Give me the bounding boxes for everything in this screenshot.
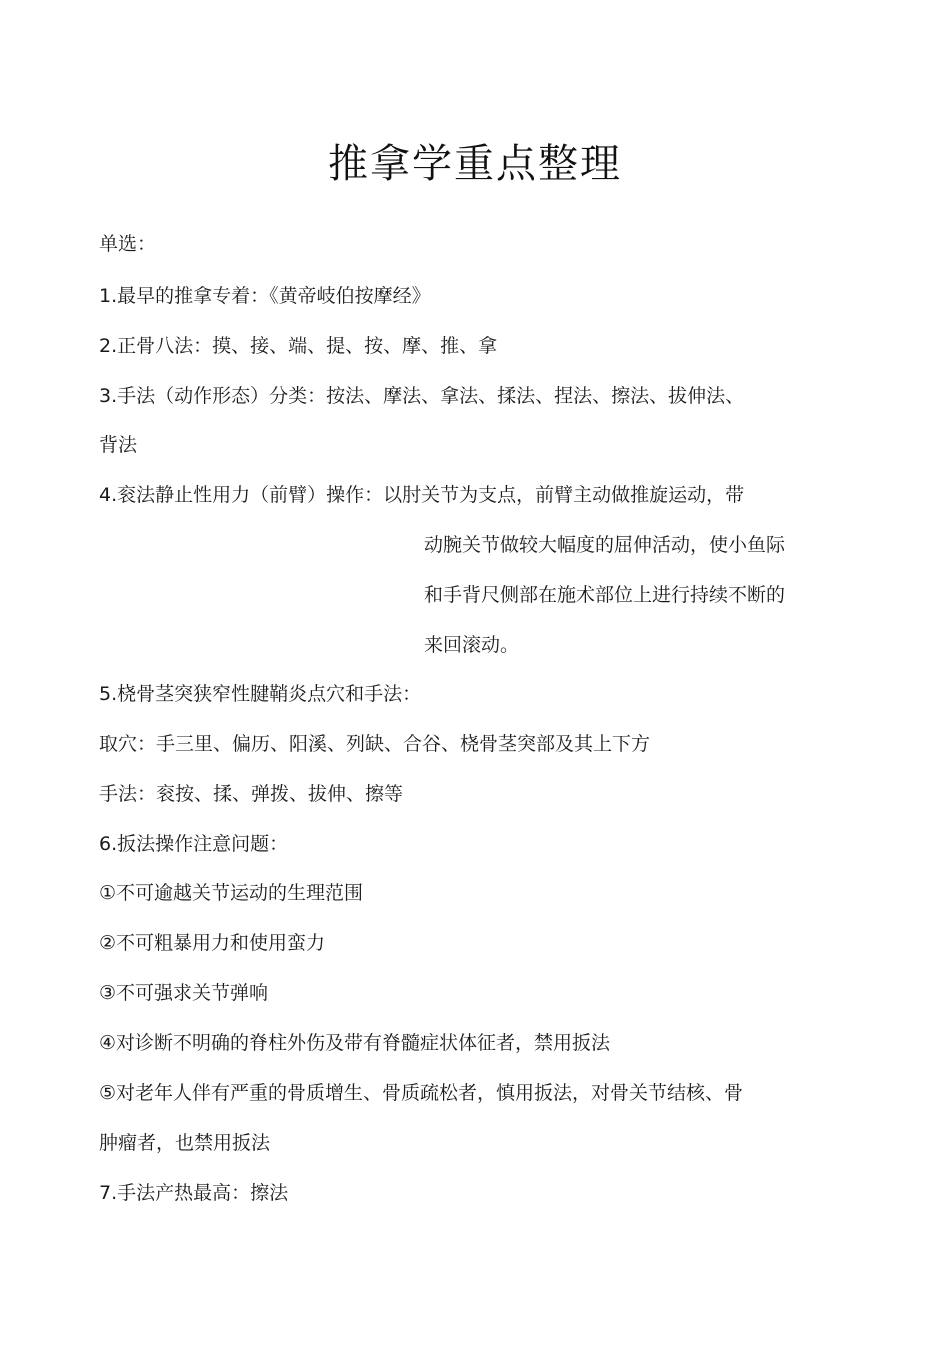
item-5-acupoints: 取穴：手三里、偏历、阳溪、列缺、合谷、桡骨茎突部及其上下方 [99, 733, 651, 755]
page-title: 推拿学重点整理 [328, 141, 622, 187]
item-6-point-5-continued: 肿瘤者，也禁用扳法 [99, 1132, 271, 1154]
item-6-point-2: ②不可粗暴用力和使用蛮力 [99, 932, 326, 954]
item-1: 1.最早的推拿专着：《黄帝岐伯按摩经》 [99, 285, 431, 307]
item-3: 3.手法（动作形态）分类：按法、摩法、拿法、揉法、捏法、擦法、拔伸法、 [99, 385, 745, 407]
item-6-point-1: ①不可逾越关节运动的生理范围 [99, 882, 364, 904]
item-3-continued: 背法 [99, 434, 138, 456]
item-4-continued: 来回滚动。 [424, 634, 520, 656]
item-2: 2.正骨八法：摸、接、端、提、按、摩、推、拿 [99, 335, 498, 357]
item-5: 5.桡骨茎突狭窄性腱鞘炎点穴和手法： [99, 683, 422, 705]
item-4: 4.衮法静止性用力（前臂）操作：以肘关节为支点，前臂主动做推旋运动，带 [99, 484, 745, 506]
section-label-single-choice: 单选： [99, 233, 157, 255]
item-7: 7.手法产热最高：擦法 [99, 1182, 289, 1204]
item-4-continued: 和手背尺侧部在施术部位上进行持续不断的 [424, 584, 786, 606]
item-6-point-3: ③不可强求关节弹响 [99, 982, 269, 1004]
item-6-point-5: ⑤对老年人伴有严重的骨质增生、骨质疏松者，慎用扳法，对骨关节结核、骨 [99, 1082, 744, 1104]
item-6: 6.扳法操作注意问题： [99, 833, 289, 855]
item-6-point-4: ④对诊断不明确的脊柱外伤及带有脊髓症状体征者，禁用扳法 [99, 1032, 611, 1054]
item-4-continued: 动腕关节做较大幅度的屈伸活动，使小鱼际 [424, 534, 786, 556]
item-5-techniques: 手法：衮按、揉、弹拨、拔伸、擦等 [99, 783, 404, 805]
